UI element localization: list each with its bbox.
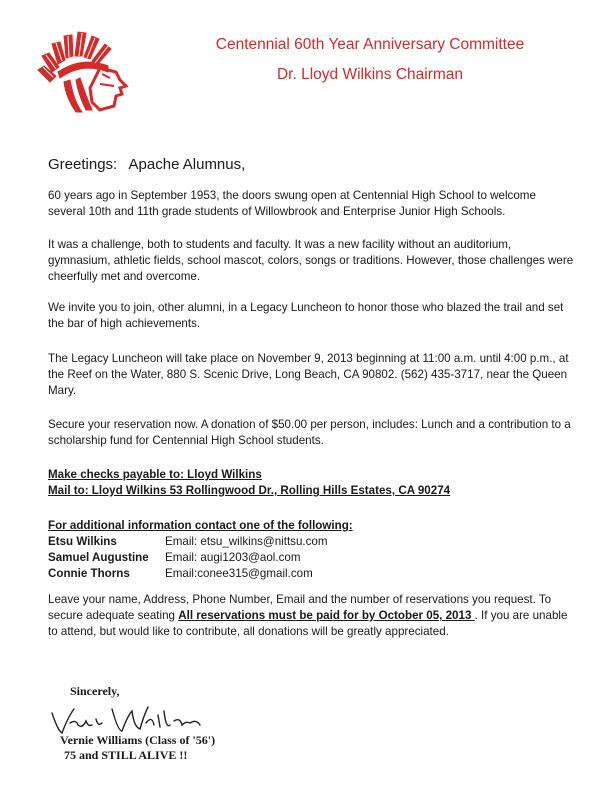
payment-deadline: All reservations must be paid for by October 05, 2013	[178, 609, 475, 623]
signer-name: Vernie Williams (Class of '56')	[60, 733, 216, 747]
contact-row	[48, 534, 353, 550]
contact-row	[48, 550, 353, 566]
contact-row	[48, 566, 353, 582]
chairman-line: Dr. Lloyd Wilkins Chairman	[276, 66, 464, 83]
contact-email: Email: etsu_wilkins@nittsu.com	[165, 535, 328, 548]
paragraph-reservation: Secure your reservation now. A donation of $50.00 per person, includes: Lunch and a contribution to a scholarship fund for Centennial High School students.	[48, 418, 571, 448]
handwritten-signature-icon	[48, 701, 208, 737]
paragraph-challenge: It was a challenge, both to students and faculty. It was a new facility without an auditorium, gymnasium, athletic fields, school mascot, colors, songs or traditions. However, those challenges were cheerfully met and overcome.	[48, 238, 574, 284]
apache-chief-logo-icon	[30, 22, 140, 114]
paragraph-history: 60 years ago in September 1953, the doors swung open at Centennial High School to welcome several 10th and 11th grade students of Willowbrook and Enterprise Junior High Schools.	[48, 189, 536, 219]
greeting	[48, 156, 253, 173]
instructions-text-end: . If you are unable to attend, but would like to contribute, all donations will be greatly appreciated.	[48, 609, 568, 639]
mail-to-line: Mail to: Lloyd Wilkins 53 Rollingwood Dr., Rolling Hills Estates, CA 90274	[48, 484, 451, 497]
contact-list	[48, 518, 353, 582]
greeting-name: Apache Alumnus,	[128, 156, 246, 173]
checks-payable-line: Make checks payable to: Lloyd Wilkins	[48, 468, 262, 481]
contact-header: For additional information contact one of the following:	[48, 519, 353, 532]
closing: Sincerely,	[70, 684, 120, 698]
instructions-text: Leave your name, Address, Phone Number, Email and the number of reservations you request. To secure adequate seating	[48, 593, 552, 623]
contact-name: Etsu Wilkins	[48, 535, 117, 548]
contact-name: Samuel Augustine	[48, 551, 149, 564]
paragraph-event-details: The Legacy Luncheon will take place on November 9, 2013 beginning at 11:00 a.m. until 4:00 p.m., at the Reef on the Water, 880 S. Scenic Drive, Long Beach, CA 90802. (562) 435-3717, near the Queen Mary.	[48, 352, 569, 398]
paragraph-instructions	[48, 592, 576, 641]
payment-info	[48, 467, 450, 499]
contact-name: Connie Thorns	[48, 567, 130, 580]
letterhead	[170, 36, 570, 84]
greeting-label: Greetings:	[48, 156, 118, 173]
committee-title: Centennial 60th Year Anniversary Committee	[215, 36, 525, 53]
contact-email: Email:conee315@gmail.com	[165, 567, 313, 580]
contact-email: Email: augi1203@aol.com	[165, 551, 301, 564]
signer-note: 75 and STILL ALIVE !!	[64, 748, 188, 762]
signature-block	[48, 684, 215, 763]
paragraph-invitation: We invite you to join, other alumni, in a Legacy Luncheon to honor those who blazed the trail and set the bar of high achievements.	[48, 301, 564, 331]
